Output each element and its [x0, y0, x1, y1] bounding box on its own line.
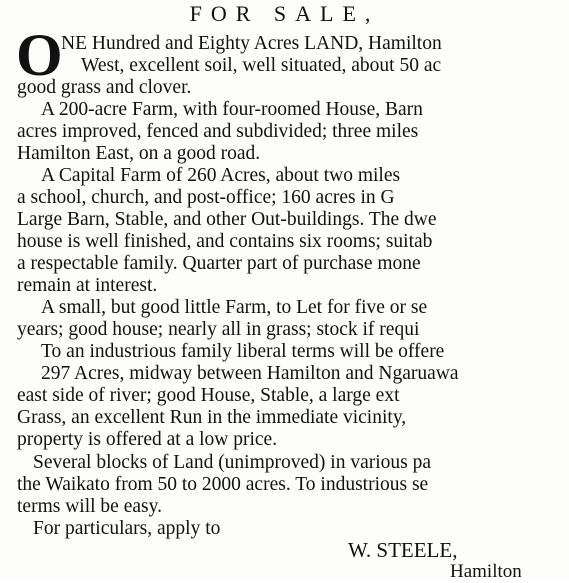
- text-line: Large Barn, Stable, and other Out-buildings. The dwe: [17, 209, 437, 230]
- advertiser-location: Hamilton: [450, 561, 522, 582]
- text-line: acres improved, fenced and subdivided; three miles: [17, 121, 419, 142]
- text-line: For particulars, apply to: [33, 518, 221, 539]
- text-line: a respectable family. Quarter part of purchase mone: [17, 253, 421, 274]
- text-line: house is well finished, and contains six rooms; suitab: [17, 231, 433, 252]
- drop-cap-letter: O: [16, 22, 63, 88]
- advertisement-heading: FOR SALE,: [189, 1, 380, 26]
- text-line: the Waikato from 50 to 2000 acres. To industrious se: [17, 474, 429, 495]
- text-line: terms will be easy.: [17, 496, 162, 517]
- text-line: years; good house; nearly all in grass; stock if requi: [17, 319, 420, 340]
- text-line: NE Hundred and Eighty Acres LAND, Hamilton: [61, 33, 442, 54]
- text-line: To an industrious family liberal terms will be offere: [41, 341, 445, 362]
- text-line: 297 Acres, midway between Hamilton and Ngaruawa: [41, 363, 459, 384]
- text-line: A Capital Farm of 260 Acres, about two miles: [41, 165, 401, 186]
- text-line: Grass, an excellent Run in the immediate vicinity,: [17, 407, 407, 428]
- text-line: Several blocks of Land (unimproved) in various pa: [33, 452, 432, 473]
- text-line: property is offered at a low price.: [17, 429, 278, 450]
- text-line: east side of river; good House, Stable, a large ext: [17, 385, 400, 406]
- text-line: West, excellent soil, well situated, about 50 ac: [81, 55, 442, 76]
- advertiser-signature: W. STEELE,: [348, 538, 458, 562]
- text-line: a school, church, and post-office; 160 acres in G: [17, 187, 395, 208]
- text-line: remain at interest.: [17, 275, 158, 296]
- text-line: good grass and clover.: [17, 77, 192, 98]
- text-line: A 200-acre Farm, with four-roomed House, Barn: [41, 99, 423, 120]
- text-line: Hamilton East, on a good road.: [17, 143, 261, 164]
- text-line: A small, but good little Farm, to Let for five or se: [41, 297, 428, 318]
